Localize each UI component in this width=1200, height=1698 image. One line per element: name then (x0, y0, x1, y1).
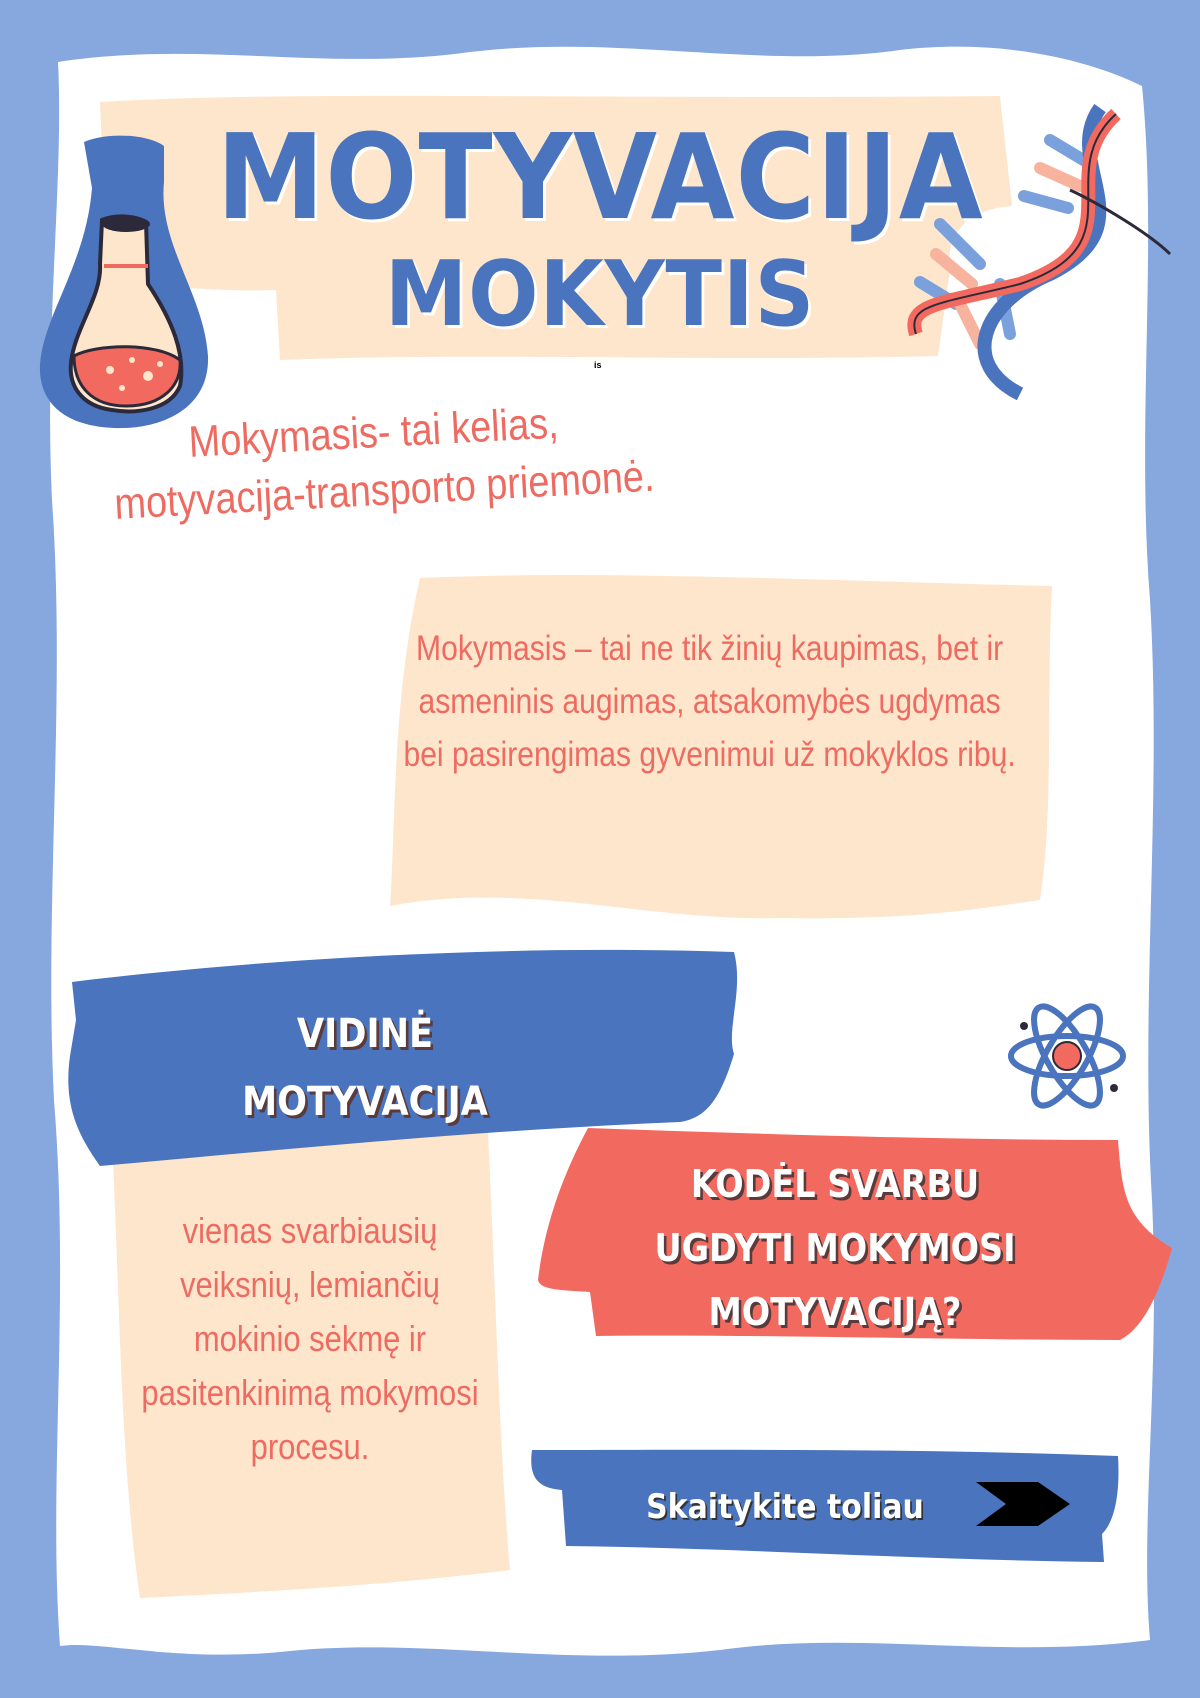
kodel-line-3: MOTYVACIJĄ? (708, 1290, 962, 1334)
kodel-svarbu-heading (619, 1152, 1050, 1344)
vidine-motyvacija-heading (176, 1000, 554, 1136)
page-title: MOTYVACIJA (216, 108, 984, 246)
page-subtitle: MOKYTIS (384, 242, 816, 347)
vidine-label-line-2: MOTYVACIJA (242, 1079, 488, 1125)
quote-line-1: Mokymasis- tai kelias, (187, 398, 560, 467)
read-more-label: Skaitykite toliau (646, 1487, 924, 1527)
read-more-button[interactable] (528, 1448, 1120, 1568)
tiny-text: is (594, 360, 602, 370)
quote-line-2: motyvacija-transporto priemonė. (113, 451, 656, 529)
atom-icon (1004, 996, 1130, 1116)
kodel-line-2: UGDYTI MOKYMOSI (654, 1226, 1016, 1270)
vidine-label-line-1: VIDINĖ (296, 1011, 434, 1057)
chevron-right-icon (976, 1478, 1072, 1530)
kodel-line-1: KODĖL SVARBU (690, 1162, 980, 1206)
intro-text: Mokymasis – tai ne tik žinių kaupimas, bet ir asmeninis augimas, atsakomybės ugdymas bei pasirengimas gyvenimui už mokyklos ribų. (403, 629, 1016, 774)
vidine-text: vienas svarbiausių veiksnių, lemiančių mokinio sėkmę ir pasitenkinimą mokymosi procesu. (141, 1210, 479, 1467)
